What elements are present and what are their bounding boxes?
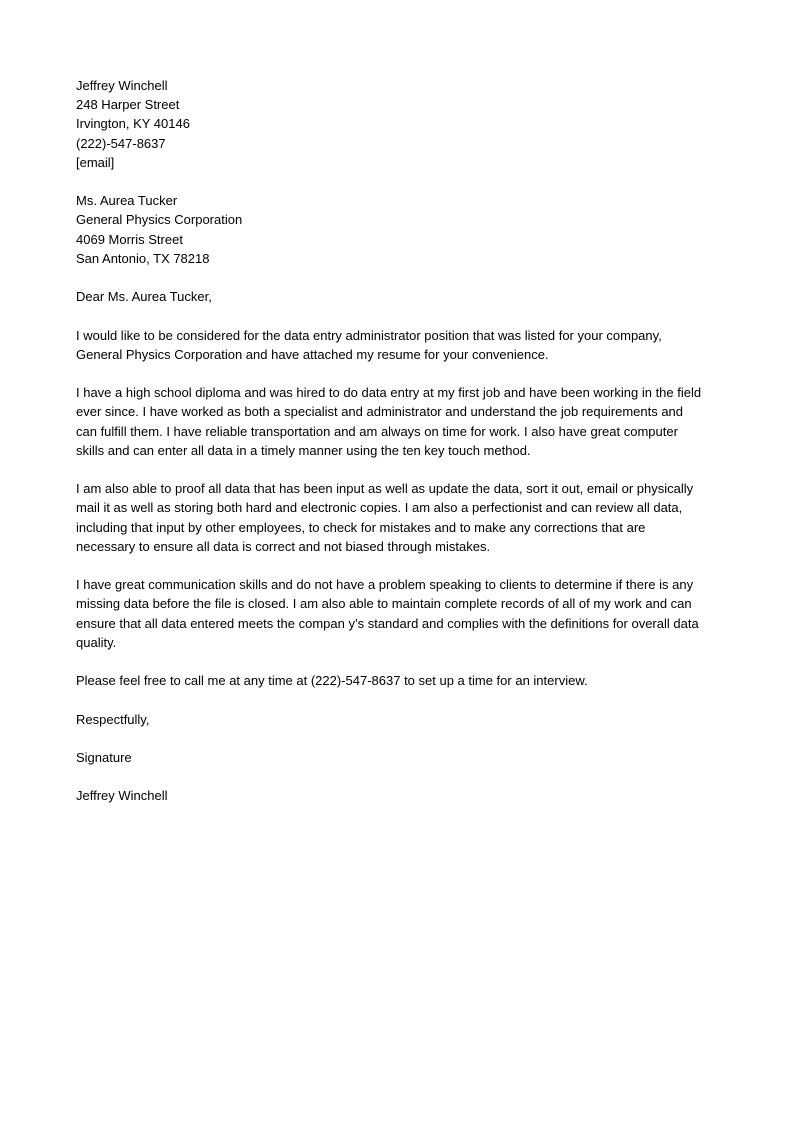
spacer	[76, 460, 726, 479]
sender-city: Irvington, KY 40146	[76, 116, 190, 132]
paragraph-line: skills and can enter all data in a timely manner using the ten key touch method.	[76, 442, 531, 458]
signature-label: Signature	[76, 749, 132, 765]
spacer	[76, 556, 726, 575]
paragraph-line: mail it as well as storing both hard and electronic copies. I am also a perfectionist and can review all data,	[76, 500, 683, 516]
sender-phone: (222)-547-8637	[76, 135, 166, 151]
closing	[76, 710, 726, 729]
spacer	[76, 364, 726, 383]
salutation	[76, 287, 726, 306]
paragraph-line: General Physics Corporation and have attached my resume for your convenience.	[76, 346, 549, 362]
recipient-street: 4069 Morris Street	[76, 231, 183, 247]
paragraph-line: necessary to ensure all data is correct and not biased through mistakes.	[76, 538, 491, 554]
spacer	[76, 729, 726, 748]
signer	[76, 786, 726, 805]
spacer	[76, 268, 726, 287]
sender-name: Jeffrey Winchell	[76, 78, 168, 93]
closing-text: Respectfully,	[76, 711, 150, 727]
paragraph-line: Please feel free to call me at any time at (222)-547-8637 to set up a time for an interview.	[76, 673, 588, 689]
recipient-name: Ms. Aurea Tucker	[76, 193, 178, 209]
signer-name: Jeffrey Winchell	[76, 788, 168, 804]
recipient-city: San Antonio, TX 78218	[76, 250, 210, 266]
recipient-address	[76, 191, 726, 268]
sender-email: [email]	[76, 154, 115, 170]
signature	[76, 748, 726, 767]
paragraph-line: I would like to be considered for the data entry administrator position that was listed for your company,	[76, 327, 662, 343]
body-paragraph	[76, 575, 726, 652]
spacer	[76, 306, 726, 325]
recipient-company: General Physics Corporation	[76, 212, 243, 228]
paragraph-line: I have great communication skills and do not have a problem speaking to clients to determine if there is any	[76, 577, 694, 593]
paragraph-line: missing data before the file is closed. I am also able to maintain complete records of all of my work and can	[76, 596, 692, 612]
paragraph-line: can fulfill them. I have reliable transportation and am always on time for work. I also have great computer	[76, 423, 678, 439]
paragraph-line: ever since. I have worked as both a specialist and administrator and understand the job requirements and	[76, 404, 684, 420]
body-paragraph	[76, 479, 726, 556]
spacer	[76, 172, 726, 191]
sender-address	[76, 76, 726, 172]
paragraph-line: ensure that all data entered meets the compan y’s standard and complies with the definitions for overall data	[76, 615, 699, 631]
paragraph-line: I am also able to proof all data that has been input as well as update the data, sort it out, email or physically	[76, 481, 694, 497]
paragraph-line: I have a high school diploma and was hired to do data entry at my first job and have been working in the field	[76, 385, 702, 401]
spacer	[76, 690, 726, 709]
paragraph-line: including that input by other employees, to check for mistakes and to make any corrections that are	[76, 519, 646, 535]
body-paragraph	[76, 671, 726, 690]
spacer	[76, 652, 726, 671]
letter-page	[76, 76, 726, 806]
spacer	[76, 767, 726, 786]
salutation-text: Dear Ms. Aurea Tucker,	[76, 289, 212, 305]
sender-street: 248 Harper Street	[76, 97, 180, 113]
body-paragraph	[76, 326, 726, 364]
paragraph-line: quality.	[76, 634, 117, 650]
body-paragraph	[76, 383, 726, 460]
